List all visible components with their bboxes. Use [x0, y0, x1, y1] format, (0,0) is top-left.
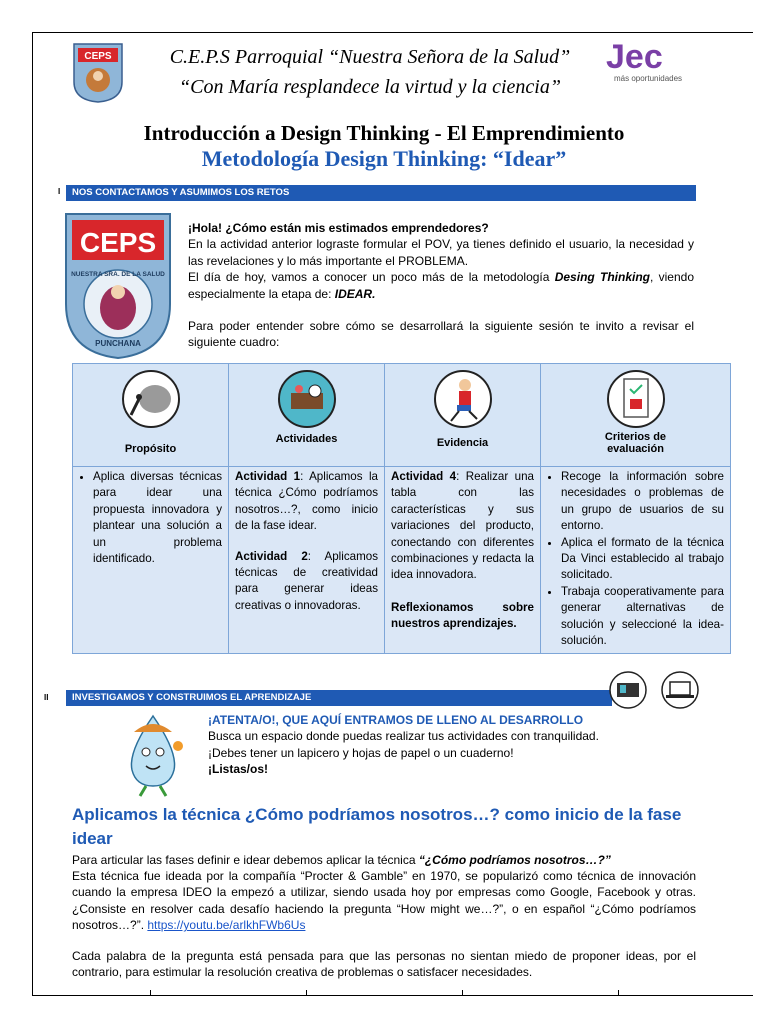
- criterio-item: • Aplica el formato de la técnica Da Vinci establecido al trabajo solicitado.: [561, 535, 724, 584]
- jec-logo-text: Jec: [606, 38, 663, 76]
- technique-paragraph-2: Esta técnica fue ideada por la compañía “Procter & Gamble” en 1970, se popularizó como técnica de innovación cuando la empresa IDEO la empezó a utilizar, siendo usada hoy por empresas como Google, Facebook y otras. ¿Consiste en resolver cada desafío haciendo la pregunta “How might we…?”, o en español “¿Cómo podríamos nosotros…?”. https://youtu.be/arlkhFWb6Us: [72, 869, 696, 933]
- cell-actividades: [229, 467, 385, 654]
- reflexion: Reflexionamos sobre nuestros aprendizajes.: [391, 600, 534, 631]
- devices-icon: [608, 670, 702, 710]
- jec-tagline: más oportunidades: [614, 74, 683, 83]
- actividad-1: Actividad 1: Aplicamos la técnica ¿Cómo podríamos nosotros…?, como inicio de la fase idear.: [235, 470, 378, 533]
- attention-title: ¡ATENTA/O!, QUE AQUÍ ENTRAMOS DE LLENO AL DESARROLLO: [208, 713, 584, 727]
- greeting: ¡Hola! ¿Cómo están mis estimados emprendedores?: [188, 221, 489, 235]
- attention-box: [208, 712, 708, 778]
- header-actividades-label: Actividades: [275, 433, 338, 445]
- header-criterios: [541, 364, 731, 467]
- school-logo-icon: [70, 42, 126, 104]
- page-subtitle: Metodología Design Thinking: “Idear”: [201, 146, 567, 171]
- school-header: [160, 42, 580, 102]
- footer-tick: [618, 990, 619, 996]
- school-name: C.E.P.S Parroquial “Nuestra Señora de la Salud”: [169, 46, 571, 68]
- school-motto: “Con María resplandece la virtud y la ciencia”: [179, 76, 561, 98]
- footer-tick: [306, 990, 307, 996]
- plan-table: [72, 363, 731, 654]
- section-number: I: [58, 187, 61, 196]
- video-link[interactable]: https://youtu.be/arlkhFWb6Us: [147, 918, 306, 933]
- actividad-4: Actividad 4: Realizar una tabla con las características y sus variaciones del producto, conectando con diferentes combinaciones y redacta la idea innovadora.: [391, 470, 534, 582]
- proposito-item: • Aplica diversas técnicas para idear una propuesta innovadora y plantear una solución a un problema identificado.: [93, 469, 222, 567]
- crest-icon: [62, 212, 174, 360]
- criterio-item: • Recoge la información sobre necesidades o problemas de un grupo de usuarios de su entorno.: [561, 469, 724, 535]
- page-title: Introducción a Design Thinking - El Emprendimiento: [143, 121, 625, 145]
- runner-icon: [433, 369, 493, 429]
- intro-paragraph-1: En la actividad anterior lograste formular el POV, ya tienes definido el usuario, la necesidad y las revelaciones y lo más importante el PROBLEMA.: [188, 237, 694, 268]
- header-actividades: [229, 364, 385, 467]
- boulder-icon: [121, 369, 181, 429]
- cell-criterios: [541, 467, 731, 654]
- crest-text: CEPS: [79, 227, 157, 258]
- section-bar: INVESTIGAMOS Y CONSTRUIMOS EL APRENDIZAJE: [66, 690, 612, 706]
- attention-line-1: Busca un espacio donde puedas realizar tus actividades con tranquilidad.: [208, 729, 599, 744]
- footer-tick: [462, 990, 463, 996]
- header-proposito: [73, 364, 229, 467]
- crest-ring-text: NUESTRA SRA. DE LA SALUD: [71, 271, 165, 278]
- cell-evidencia: [385, 467, 541, 654]
- cell-proposito: [73, 467, 229, 654]
- header-evidencia: [385, 364, 541, 467]
- section-number: II: [44, 693, 49, 702]
- jec-logo: [606, 40, 702, 88]
- intro-paragraph-2: El día de hoy, vamos a conocer un poco más de la metodología Desing Thinking, viendo especialmente la etapa de: IDEAR.: [188, 270, 694, 301]
- header-criterios-label: Criterios de evaluación: [604, 431, 667, 455]
- crest-bottom-text: PUNCHANA: [95, 339, 141, 348]
- header-proposito-label: Propósito: [124, 443, 177, 455]
- logo-text: CEPS: [84, 51, 112, 62]
- actividad-2: Actividad 2: Aplicamos técnicas de creatividad para generar ideas creativas o innovadoras.: [235, 549, 378, 612]
- section-heading: Aplicamos la técnica ¿Cómo podríamos nosotros…? como inicio de la fase idear: [72, 805, 682, 848]
- clipboard-icon: [606, 369, 666, 429]
- section-bar: NOS CONTACTAMOS Y ASUMIMOS LOS RETOS: [66, 185, 696, 201]
- team-activities-icon: [277, 369, 337, 429]
- criterio-item: • Trabaja cooperativamente para generar alternativas de solución y seleccioné la idea-solución.: [561, 584, 724, 650]
- mascot-drop-icon: [118, 712, 188, 798]
- attention-line-3: ¡Listas/os!: [208, 762, 269, 777]
- technique-paragraph-3: Cada palabra de la pregunta está pensada para que las personas no sientan miedo de proponer ideas, por el contrario, para estimular la resolución creativa de problemas o satisfacer necesidades.: [72, 949, 696, 980]
- header-evidencia-label: Evidencia: [436, 437, 489, 449]
- footer-tick: [150, 990, 151, 996]
- intro-text: [188, 220, 694, 351]
- technique-paragraph-1: Para articular las fases definir e idear debemos aplicar la técnica “¿Cómo podríamos nosotros…?”: [72, 853, 611, 867]
- intro-paragraph-3: Para poder entender sobre cómo se desarrollará la siguiente sesión te invito a revisar el siguiente cuadro:: [188, 319, 694, 350]
- attention-line-2: ¡Debes tener un lapicero y hojas de papel o un cuaderno!: [208, 745, 514, 760]
